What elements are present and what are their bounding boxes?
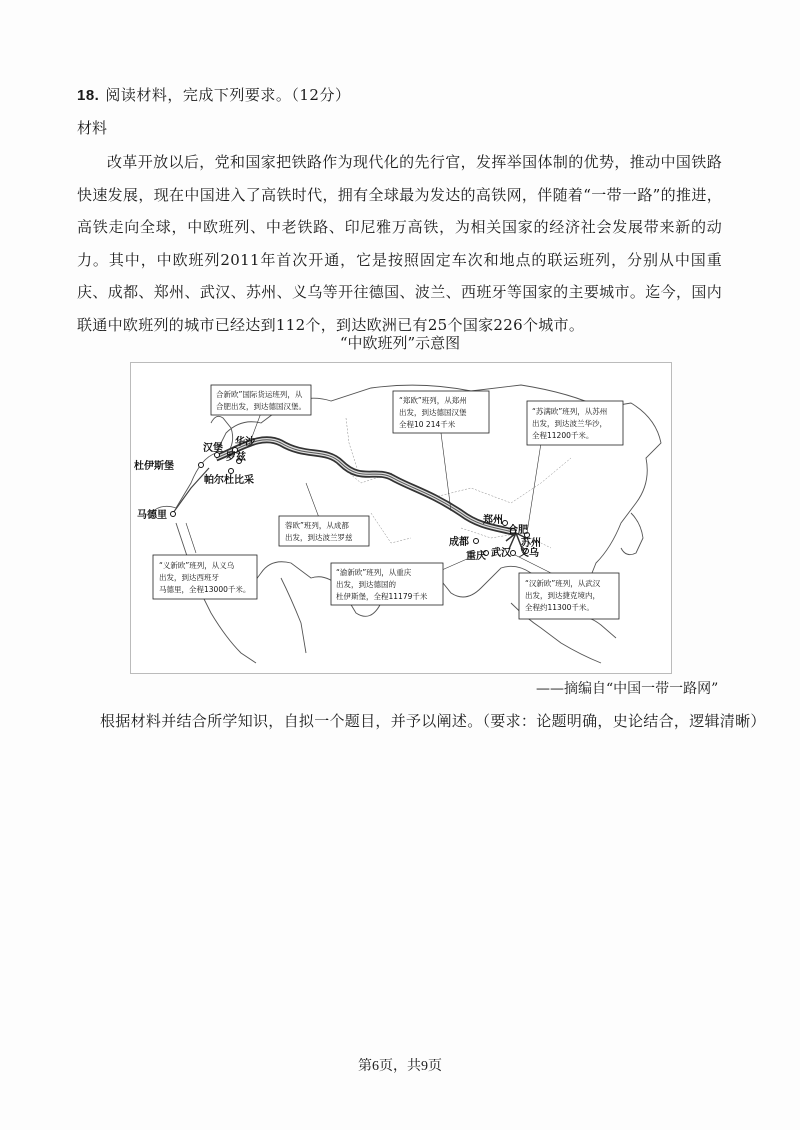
- map-source: ——摘编自“中国一带一路网”: [536, 681, 719, 697]
- hanxinou-line-1: “汉新欧”班列，从武汉: [525, 579, 601, 588]
- yixinou-line-2: 出发，到达西班牙: [159, 573, 219, 582]
- sumanou-line-3: 全程11200千米。: [532, 431, 594, 440]
- yuxinou-line-3: 杜伊斯堡，全程11179千米: [336, 592, 428, 601]
- callout-yixinou: [153, 555, 257, 599]
- question-header: [77, 84, 350, 105]
- hanxinou-line-2: 出发，到达捷克境内，: [525, 591, 600, 600]
- map-svg: [131, 363, 671, 673]
- city-zhengzhou: 郑州: [483, 515, 503, 526]
- map-title: “中欧班列”示意图: [339, 334, 461, 352]
- city-duisburg: 杜伊斯堡: [134, 461, 174, 472]
- yixinou-line-3: 马德里，全程13000千米。: [159, 585, 251, 594]
- sumanou-line-1: “苏满欧”班列，从苏州: [532, 407, 608, 416]
- map-figure: [130, 362, 672, 674]
- zhengou-line-2: 出发，到达德国汉堡: [399, 408, 467, 417]
- yixinou-line-1: “义新欧”班列，从义乌: [159, 561, 235, 570]
- city-wuhan: 武汉: [491, 548, 511, 559]
- city-chengdu: 成都: [449, 537, 469, 548]
- city-chongqing: 重庆: [466, 551, 486, 562]
- callout-yuxinou: [331, 563, 443, 605]
- hexinou-line-1: 合新欧”国际货运班列，从: [216, 390, 303, 399]
- yuxinou-line-2: 出发，到达德国的: [336, 580, 396, 589]
- city-pardubice: 帕尔杜比采: [204, 475, 254, 486]
- city-lodz: 罗兹: [226, 452, 246, 463]
- hexinou-line-2: 合肥出发，到达德国汉堡。: [216, 402, 306, 411]
- task-instruction: 根据材料并结合所学知识，自拟一个题目，并予以阐述。（要求：论题明确，史论结合，逻辑清晰）: [100, 712, 766, 730]
- question-prompt: 阅读材料，完成下列要求。（12分）: [105, 86, 351, 104]
- rongou-line-1: 蓉欧”班列，从成都: [285, 521, 349, 530]
- rongou-line-2: 出发，到达波兰罗兹: [285, 533, 353, 542]
- material-label: 材料: [77, 119, 108, 137]
- question-number: 18.: [77, 87, 100, 104]
- callout-hexinou: [211, 385, 311, 415]
- zhengou-line-3: 全程10 214千米: [399, 420, 456, 429]
- city-yiwu: 义乌: [519, 548, 539, 559]
- callout-sumanou: [527, 401, 623, 445]
- sumanou-line-2: 出发，到达波兰华沙，: [532, 419, 607, 428]
- city-warsaw: 华沙: [235, 437, 255, 448]
- callout-rongou: [279, 516, 369, 546]
- callout-hanxinou: [519, 573, 619, 619]
- material-paragraph: 改革开放以后，党和国家把铁路作为现代化的先行官，发挥举国体制的优势，推动中国铁路快速发展，现在中国进入了高铁时代，拥有全球最为发达的高铁网，伴随着“一带一路”的推进，高铁走向全球，中欧班列、中老铁路、印尼雅万高铁，为相关国家的经济社会发展带来新的动力。其中，中欧班列2011年首次开通，它是按照固定车次和地点的联运班列，分别从中国重庆、成都、郑州、武汉、苏州、义乌等开往德国、波兰、西班牙等国家的主要城市。迄今，国内联通中欧班列的城市已经达到112个，到达欧洲已有25个国家226个城市。: [77, 153, 722, 334]
- hanxinou-line-3: 全程约11300千米。: [525, 603, 594, 612]
- yuxinou-line-1: “渝新欧”班列，从重庆: [336, 568, 412, 577]
- callout-zhengou: [393, 391, 489, 433]
- city-suzhou: 苏州: [521, 538, 541, 549]
- city-madrid: 马德里: [137, 510, 167, 521]
- page-footer: 第6页，共9页: [358, 1059, 442, 1074]
- city-hamburg: 汉堡: [203, 443, 223, 454]
- city-hefei: 合肥: [508, 525, 528, 536]
- zhengou-line-1: “郑欧”班列，从郑州: [399, 396, 467, 405]
